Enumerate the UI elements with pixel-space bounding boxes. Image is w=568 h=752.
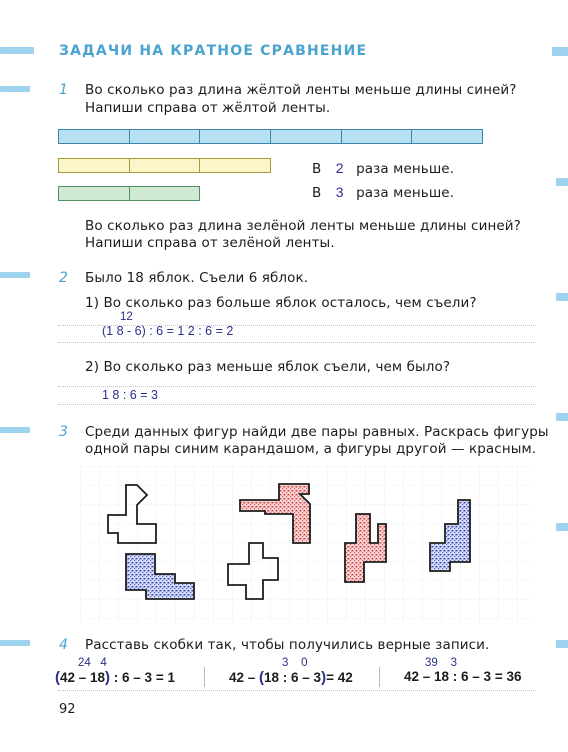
- blue-ribbon: [58, 129, 482, 144]
- ribbon-segment: [411, 129, 483, 144]
- ribbon-segment: [58, 129, 130, 144]
- expr1-rest: : 6 – 3 = 1: [110, 670, 175, 685]
- green-ribbon: [58, 186, 199, 201]
- answer-handwritten: 3: [335, 184, 344, 200]
- expr2-superscript: 3 0: [282, 657, 308, 669]
- ribbon-segment: [199, 129, 271, 144]
- answer-line: [58, 690, 536, 691]
- ribbon-segment: [270, 129, 342, 144]
- answer2-handwritten: 1 8 : 6 = 3: [102, 388, 158, 402]
- open-paren: (: [259, 669, 265, 686]
- task1-question-line1: Во сколько раз длина жёлтой ленты меньше длины синей?: [85, 82, 517, 98]
- expr2-middle: 18 : 6 – 3: [264, 670, 322, 685]
- task3-question-line2: одной пары синим карандашом, а фигуры другой — красным.: [85, 441, 537, 457]
- suffix-text: раза меньше.: [356, 161, 455, 177]
- expr1-superscript: 24 4: [78, 657, 107, 669]
- task2-question2: 2) Во сколько раз меньше яблок съели, чем было?: [85, 359, 451, 375]
- answer-line: [58, 325, 536, 326]
- edge-marker: [556, 293, 568, 301]
- ribbon-segment: [58, 158, 130, 173]
- suffix-text: раза меньше.: [356, 185, 455, 201]
- answer-handwritten: 2: [335, 160, 344, 176]
- task1-question-line2: Напиши справа от жёлтой ленты.: [85, 100, 331, 116]
- ribbon-segment: [129, 129, 201, 144]
- task2-condition: Было 18 яблок. Съели 6 яблок.: [85, 270, 309, 286]
- task-number: 4: [59, 637, 68, 653]
- expr2: [229, 669, 353, 686]
- edge-marker: [0, 86, 30, 92]
- edge-marker: [556, 178, 568, 186]
- expr3: 42 – 18 : 6 – 3 = 36: [404, 669, 522, 684]
- page-title: ЗАДАЧИ НА КРАТНОЕ СРАВНЕНИЕ: [59, 43, 368, 59]
- answer-line: [58, 386, 536, 387]
- edge-marker: [556, 640, 568, 648]
- ribbon-segment: [58, 186, 130, 201]
- answer1-superscript: 12: [120, 311, 133, 323]
- ribbon-segment: [199, 158, 271, 173]
- edge-marker: [0, 427, 30, 433]
- divider: [379, 667, 380, 687]
- task4-instruction: Расставь скобки так, чтобы получились верные записи.: [85, 637, 490, 653]
- task-number: 3: [59, 424, 68, 440]
- figures-grid: [80, 466, 532, 622]
- open-paren: (: [55, 669, 60, 686]
- ribbon-segment: [341, 129, 413, 144]
- task-number: 1: [59, 82, 68, 98]
- task2-question1: 1) Во сколько раз больше яблок осталось, чем съели?: [85, 295, 477, 311]
- close-paren: ): [105, 669, 111, 686]
- task3-question-line1: Среди данных фигур найди две пары равных. Раскрась фигуры: [85, 424, 549, 440]
- edge-marker: [556, 523, 568, 531]
- ribbon-segment: [129, 186, 201, 201]
- answer-line: [58, 342, 536, 343]
- prefix-text: В: [312, 185, 322, 201]
- edge-marker: [0, 272, 30, 278]
- answer1-handwritten: (1 8 - 6) : 6 = 1 2 : 6 = 2: [102, 324, 234, 338]
- task1-question-line3: Во сколько раз длина зелёной ленты меньше длины синей?: [85, 218, 521, 234]
- edge-marker: [0, 47, 34, 54]
- edge-marker: [556, 413, 568, 421]
- page-number: 92: [59, 702, 76, 717]
- expr3-superscript: 39 3: [425, 657, 457, 669]
- expr1: [55, 669, 175, 686]
- expr2-rest: = 42: [326, 670, 353, 685]
- ribbon-segment: [129, 158, 201, 173]
- yellow-ribbon: [58, 158, 270, 173]
- edge-marker: [552, 47, 568, 56]
- expr1-part-a: 42 – 18: [60, 670, 106, 685]
- prefix-text: В: [312, 161, 322, 177]
- edge-marker: [0, 640, 30, 646]
- answer-line: [58, 404, 536, 405]
- divider: [204, 667, 205, 687]
- green-answer-row: [312, 184, 454, 202]
- yellow-answer-row: [312, 160, 454, 178]
- task-number: 2: [59, 270, 68, 286]
- task1-question-line4: Напиши справа от зелёной ленты.: [85, 235, 335, 251]
- close-paren: ): [321, 669, 327, 686]
- expr2-prefix: 42 –: [229, 670, 260, 685]
